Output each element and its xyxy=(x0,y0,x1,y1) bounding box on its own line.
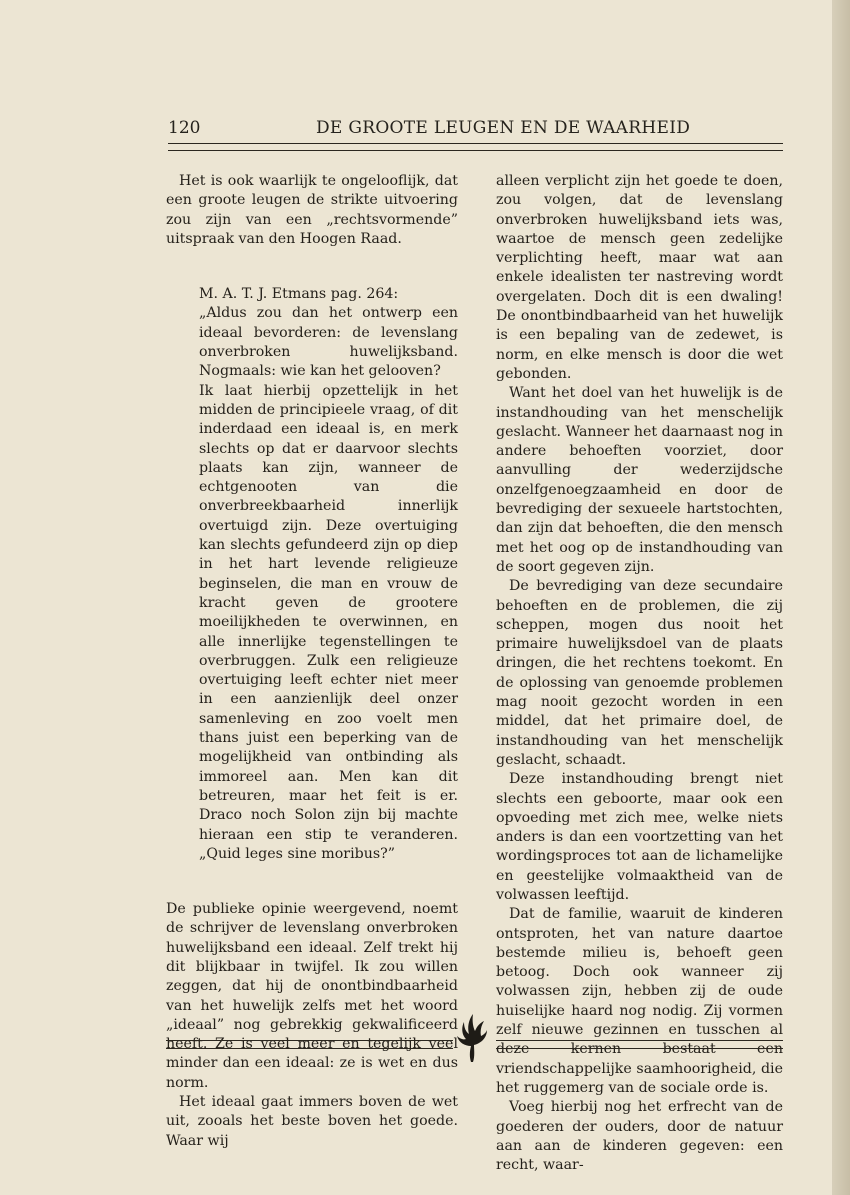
paragraph: Voeg hierbij nog het erfrecht van de goederen der ouders, door de natuur aan aan de kinderen gegeven: een recht, waar- xyxy=(496,1099,783,1174)
paragraph: De publieke opinie weergevend, noemt de schrijver de levenslang onverbroken huwelijksband een ideaal. Zelf trekt hij dit blijkbaar in twijfel. Ik zou willen zeggen, dat hij de onontbindbaarheid van het huwelijk zelfs met het woord „ideaal” nog gebrekkig gekwalificeerd heeft. Ze is veel meer en tegelijk veel minder dan een ideaal: ze is wet en dus norm. xyxy=(166,901,458,1091)
paragraph: Deze instandhouding brengt niet slechts een geboorte, maar ook een opvoeding met zich mee, welke niets anders is dan een voortzetting van het wordingsproces tot aan de lichamelijke en geestelijke volmaaktheid van de volwassen leeftijd. xyxy=(496,771,783,903)
header-double-rule xyxy=(168,143,783,151)
block-quote: Ik laat hierbij opzettelijk in het midden de principieele vraag, of dit inderdaad een ideaal is, en merk slechts op dat er daarvoor slechts plaats kan zijn, wanneer de echtgenooten van die onverbreekbaarheid innerlijk overtuigd zijn. Deze overtuiging kan slechts gefundeerd zijn op diep in het hart levende religieuze beginselen, die man en vrouw de kracht geven de grootere moeilijkheden te overwinnen, en alle innerlijke tegenstellingen te overbruggen. Zulk een religieuze overtuiging leeft echter niet meer in een aanzienlijk deel onzer samenleving en zoo voelt men thans juist een beperking van de mogelijkheid van ontbinding als immoreel aan. Men kan dit betreuren, maar het feit is er. Draco noch Solon zijn bij machte hieraan een stip te veranderen. „Quid leges sine moribus?” xyxy=(199,382,458,862)
paragraph: De bevrediging van deze secundaire behoeften en de problemen, die zij scheppen, mogen dus nooit het primaire huwelijksdoel van de plaats dringen, die het rechtens toekomt. En de oplossing van genoemde problemen mag nooit gezocht worden in een middel, dat het primaire doel, de instandhouding van het menschelijk geslacht, schaadt. xyxy=(496,578,783,768)
left-column xyxy=(166,172,458,1151)
paragraph: Dat de familie, waaruit de kinderen ontsproten, het van nature daartoe bestemde milieu is, behoeft geen betoog. Doch ook wanneer zij volwassen zijn, hebben zij de oude huiselijke haard nog nodig. Zij vormen zelf nieuwe gezinnen en tusschen al deze kernen bestaat een vriendschappelijke saamhoorigheid, die het ruggemerg van de sociale orde is. xyxy=(496,906,783,1096)
paragraph: Het is ook waarlijk te ongelooflijk, dat een groote leugen de strikte uitvoering zou zijn van een „rechtsvormende” uitspraak van den Hoogen Raad. xyxy=(166,173,458,247)
flame-ornament-icon xyxy=(449,1012,493,1064)
paragraph: Want het doel van het huwelijk is de instandhouding van het menschelijk geslacht. Wanneer het daarnaast nog in andere behoeften voorziet, door aanvulling der wederzijdsche onzelfgenoegzaamheid en door de bevrediging der sexueele hartstochten, dan zijn dat behoeften, die den mensch met het oog op de instandhouding van de soort gegeven zijn. xyxy=(496,385,783,575)
paragraph: alleen verplicht zijn het goede te doen, zou volgen, dat de levenslang onverbroken huwelijksband iets was, waartoe de mensch geen zedelijke verplichting heeft, maar wat aan enkele idealisten ter nastreving wordt overgelaten. Doch dit is een dwaling! De onontbindbaarheid van het huwelijk is een bepaling van de zedewet, is norm, en elke mensch is door die wet gebonden. xyxy=(496,173,783,382)
page-header xyxy=(168,118,783,142)
block-quote: „Aldus zou dan het ontwerp een ideaal bevorderen: de levenslang onverbroken huwelijksband. Nogmaals: wie kan het gelooven? xyxy=(199,305,458,380)
right-column xyxy=(496,172,783,1175)
footer-double-rule-left xyxy=(166,1040,453,1049)
page-edge xyxy=(832,0,850,1195)
page-number: 120 xyxy=(168,118,201,138)
running-title: DE GROOTE LEUGEN EN DE WAARHEID xyxy=(316,118,691,138)
footer-double-rule-right xyxy=(496,1040,783,1049)
citation-source: M. A. T. J. Etmans pag. 264: xyxy=(199,286,399,303)
paragraph: Het ideaal gaat immers boven de wet uit, zooals het beste boven het goede. Waar wij xyxy=(166,1094,458,1149)
